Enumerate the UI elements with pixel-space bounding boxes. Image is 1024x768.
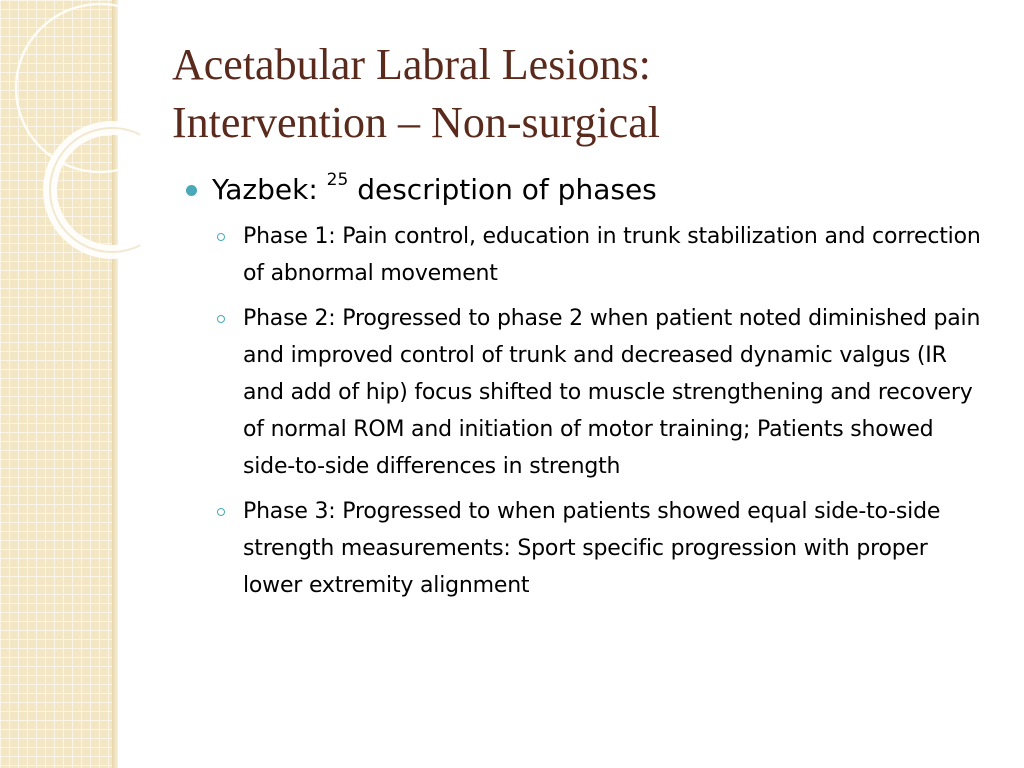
hollow-circle-bullet-icon bbox=[217, 233, 225, 241]
title-line-1: Acetabular Labral Lesions: bbox=[172, 40, 651, 89]
hollow-circle-bullet-icon bbox=[217, 508, 225, 516]
decorative-circles bbox=[0, 0, 140, 260]
sub-bullet-item bbox=[186, 300, 986, 485]
sub-bullet-text: Phase 3: Progressed to when patients showed equal side-to-side strength measurements: Sport specific progression with proper lower extremity alignment bbox=[243, 499, 941, 598]
slide-body bbox=[186, 168, 986, 612]
slide-title bbox=[172, 36, 992, 152]
filled-circle-bullet-icon bbox=[186, 185, 197, 196]
hollow-circle-bullet-icon bbox=[217, 315, 225, 323]
citation-superscript: 25 bbox=[326, 169, 349, 190]
sub-bullet-item bbox=[186, 218, 986, 292]
main-bullet-item bbox=[186, 168, 986, 212]
sub-bullet-text: Phase 1: Pain control, education in trunk stabilization and correction of abnormal movement bbox=[243, 224, 981, 286]
sub-bullet-item bbox=[186, 493, 986, 604]
sub-bullet-text: Phase 2: Progressed to phase 2 when patient noted diminished pain and improved control of trunk and decreased dynamic valgus (IR and add of hip) focus shifted to muscle strengthening and recovery of normal ROM and initiation of motor training; Patients showed side-to-side differences in strength bbox=[243, 306, 981, 479]
main-bullet-label: Yazbek: bbox=[212, 173, 318, 206]
main-bullet-text: description of phases bbox=[348, 173, 657, 206]
title-line-2: Intervention – Non-surgical bbox=[172, 98, 660, 147]
